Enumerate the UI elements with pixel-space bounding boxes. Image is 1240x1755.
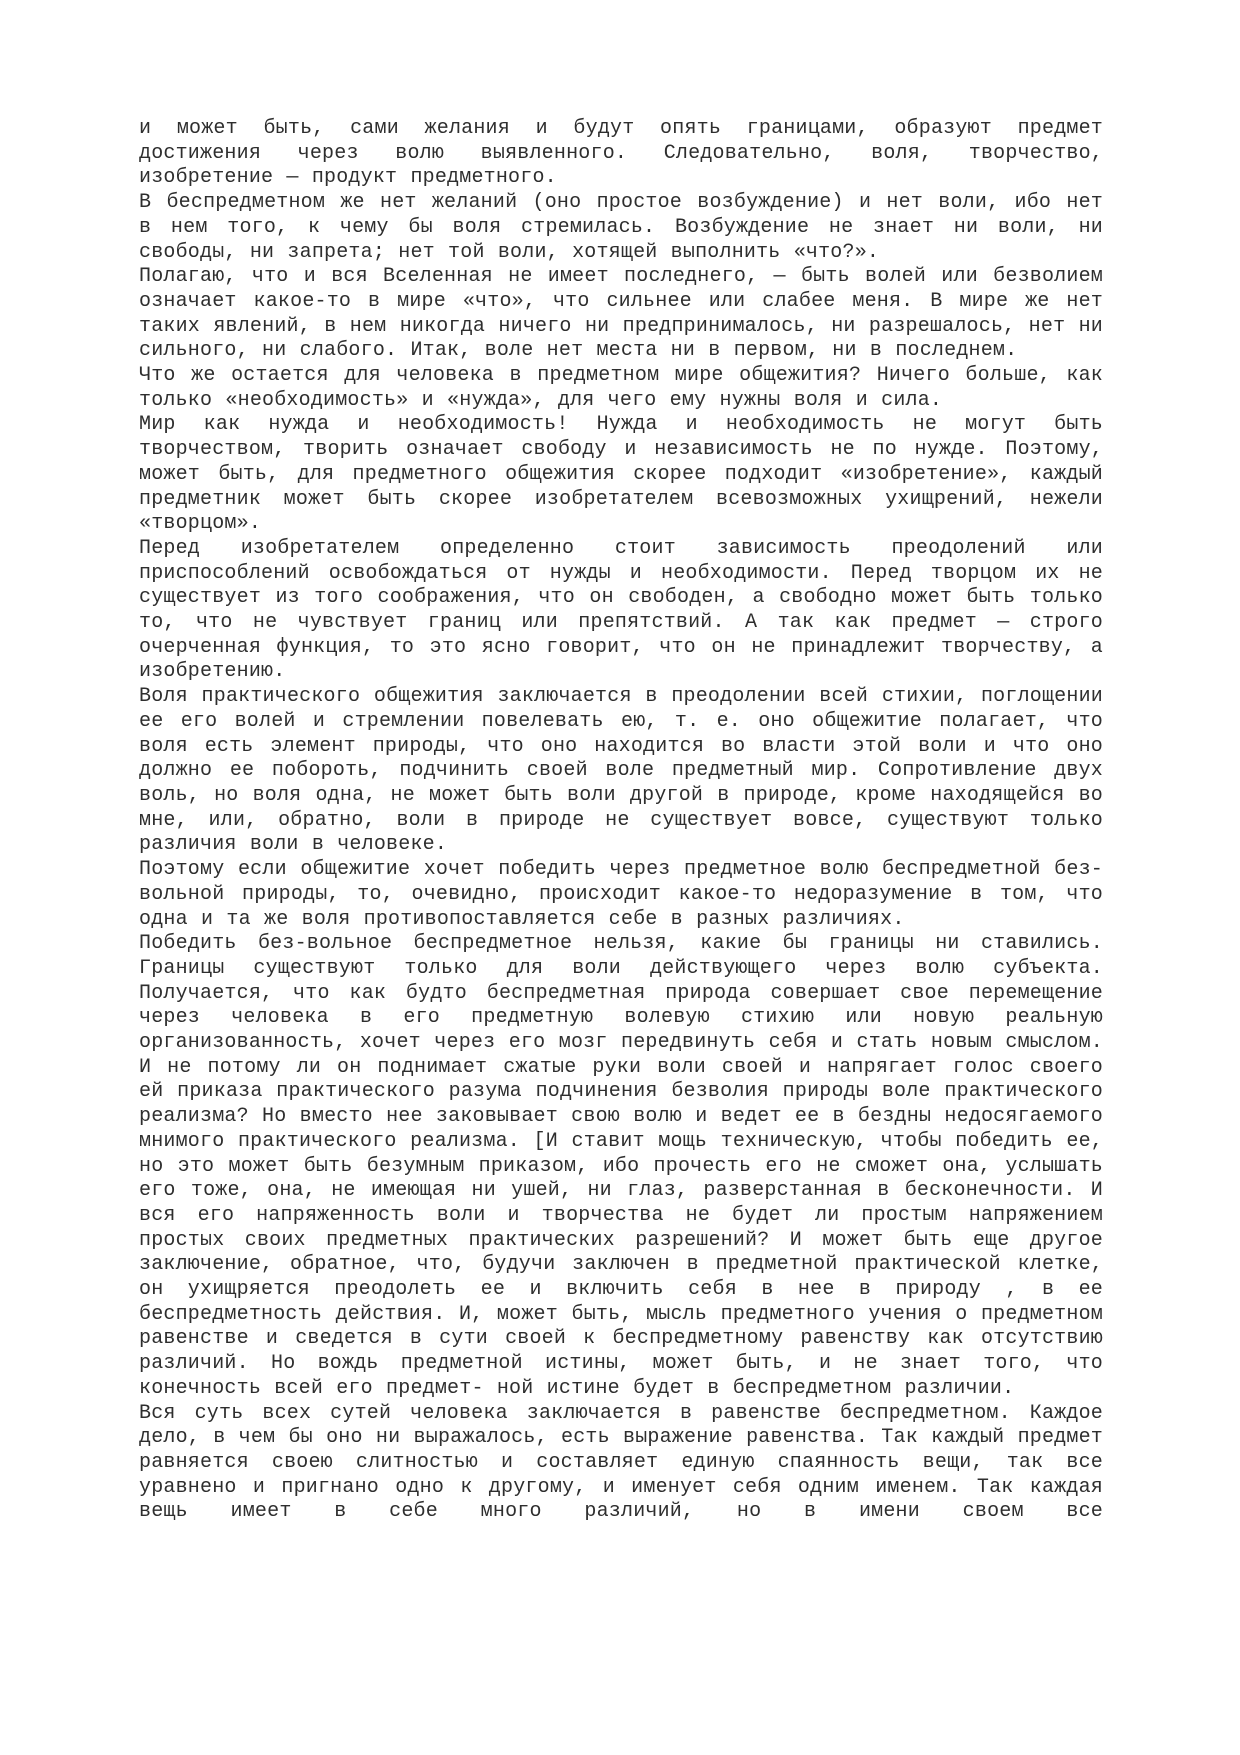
paragraph-10: Вся суть всех сутей человека заключается в равенстве беспредметном. Каждое дело, в чем бы оно ни выражалось, есть выражение равенства. Так каждый предмет равняется своею слитностью и составляет единую спаянность вещи, так все уравнено и пригнано одно к другому, и именует себя одним именем. Так каждая вещь имеет в себе много различий, но в имени своем все [139, 1401, 1103, 1524]
paragraph-1: и может быть, сами желания и будут опять границами, образуют предмет достижения через волю выявленного. Следовательно, воля, творчество, изобретение — продукт предметного. [139, 117, 1103, 190]
paragraph-2: В беспредметном же нет желаний (оно простое возбуждение) и нет воли, ибо нет в нем того, к чему бы воля стремилась. Возбуждение не знает ни воли, ни свободы, ни запрета; нет той воли, хотящей выполнить «что?». [139, 191, 1103, 264]
paragraph-5: Мир как нужда и необходимость! Нужда и необходимость не могут быть творчеством, творить означает свободу и независимость не по нужде. Поэтому, может быть, для предметного общежития скорее подходит «изобретение», каждый предметник может быть скорее изобретателем всевозможных ухищрений, нежели «творцом». [139, 413, 1103, 536]
paragraph-7: Воля практического общежития заключается в преодолении всей стихии, поглощении ее его волей и стремлении повелевать ею, т. е. оно общежитие полагает, что воля есть элемент природы, что оно находится во власти этой воли и что оно должно ее побороть, подчинить своей воле предметный мир. Сопротивление двух воль, но воля одна, не может быть воли другой в природе, кроме находящейся во мне, или, обратно, воли в природе не существует вовсе, существуют только различия воли в человеке. [139, 685, 1103, 857]
paragraph-4: Что же остается для человека в предметном мире общежития? Ничего больше, как только «необходимость» и «нужда», для чего ему нужны воля и сила. [139, 364, 1103, 412]
paragraph-9: Победить без-вольное беспредметное нельзя, какие бы границы ни ставились. Границы существуют только для воли действующего через волю субъекта. Получается, что как будто беспредметная природа совершает свое перемещение через человека в его предметную волевую стихию или новую реальную организованность, хочет через его мозг передвинуть себя и стать новым смыслом. И не потому ли он поднимает сжатые руки воли своей и напрягает голос своего ей приказа практического разума подчинения безволия природы воле практического реализма? Но вместо нее заковывает свою волю и ведет ее в бездны недосягаемого мнимого практического реализма. [И ставит мощь техническую, чтобы победить ее, но это может быть безумным приказом, ибо прочесть его не сможет она, услышать его тоже, она, не имеющая ни ушей, ни глаз, разверстанная в бесконечности. И вся его напряженность воли и творчества не будет ли простым напряжением простых своих предметных практических разрешений? И может быть еще другое заключение, обратное, что, будучи заключен в предметной практической клетке, он ухищряется преодолеть ее и включить себя в нее в природу , в ее беспредметность действия. И, может быть, мысль предметного учения о предметном равенстве и сведется в сути своей к беспредметному равенству как отсутствию различий. Но вождь предметной истины, может быть, и не знает того, что конечность всей его предмет- ной истине будет в беспредметном различии. [139, 932, 1103, 1400]
paragraph-6: Перед изобретателем определенно стоит зависимость преодолений или приспособлений освобождаться от нужды и необходимости. Перед творцом их не существует из того соображения, что он свободен, а свободно может быть только то, что не чувствует границ или препятствий. А так как предмет — строго очерченная функция, то это ясно говорит, что он не принадлежит творчеству, а изобретению. [139, 536, 1103, 684]
paragraph-8: Поэтому если общежитие хочет победить через предметное волю беспредметной без-вольной природы, то, очевидно, происходит какое-то недоразумение в том, что одна и та же воля противопоставляется себе в разных различиях. [139, 858, 1103, 931]
paragraph-3: Полагаю, что и вся Вселенная не имеет последнего, — быть волей или безволием означает какое-то в мире «что», что сильнее или слабее меня. В мире же нет таких явлений, в нем никогда ничего ни предпринималось, ни разрешалось, нет ни сильного, ни слабого. Итак, воле нет места ни в первом, ни в последнем. [139, 265, 1103, 363]
document-page [139, 117, 1103, 1525]
